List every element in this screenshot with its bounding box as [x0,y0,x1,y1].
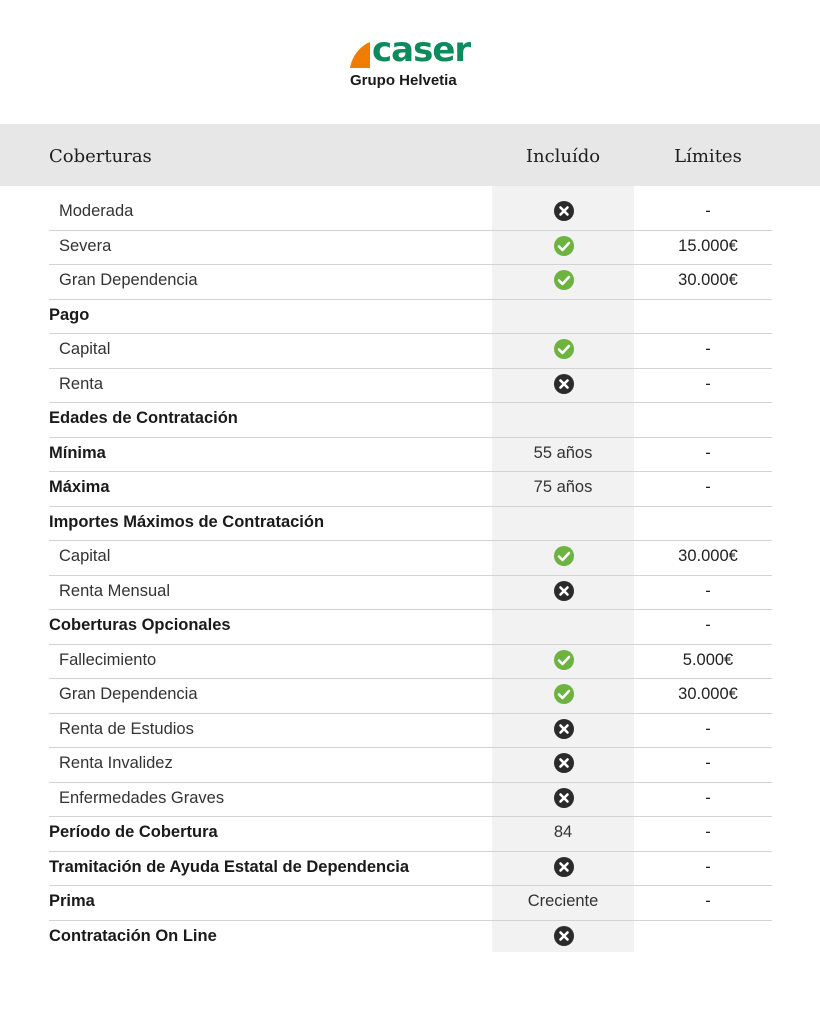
table-row [0,507,820,542]
check-circle-icon [553,235,575,257]
table-row [0,231,820,266]
table-row [0,576,820,611]
table-row [0,472,820,507]
table-row [0,817,820,852]
section-label: Edades de Contratación [49,409,238,427]
included-value: 55 años [533,443,593,462]
section-label: Prima [49,892,95,910]
limit-value: - [705,788,711,807]
limit-value: - [705,754,711,772]
cross-circle-icon [553,925,575,947]
coverage-label: Renta Mensual [59,581,170,600]
limit-value: 30.000€ [678,685,738,703]
header-included: Incluído [525,146,601,167]
cross-circle-icon [553,718,575,740]
coverage-label: Capital [59,340,111,358]
section-label: Pago [49,305,90,324]
section-label: Contratación On Line [49,926,217,945]
included-value: 84 [553,823,573,841]
caser-logo [348,30,478,96]
cross-circle-icon [553,856,575,878]
limit-value: - [705,823,711,841]
section-label: Mínima [49,443,106,462]
limit-value: - [705,857,711,876]
table-row [0,265,820,300]
cross-circle-icon [553,200,575,222]
limit-value: 5.000€ [682,650,734,669]
coverage-label: Gran Dependencia [59,271,198,289]
table-row [0,541,820,576]
limit-value: 30.000€ [678,547,738,565]
logo-brand: caser [372,30,471,70]
cross-circle-icon [553,580,575,602]
limit-value: - [705,719,711,738]
header-limits: Límites [674,146,742,167]
limit-value: - [705,892,711,910]
table-header [0,124,820,186]
coverage-label: Severa [59,236,112,255]
coverage-label: Capital [59,547,111,565]
check-circle-icon [553,545,575,567]
table-row [0,300,820,335]
coverage-label: Renta [59,374,104,393]
table-row [0,679,820,714]
section-label: Tramitación de Ayuda Estatal de Dependencia [49,857,410,876]
check-circle-icon [553,683,575,705]
table-row [0,369,820,404]
table-row [0,748,820,783]
limit-value: 30.000€ [678,271,738,289]
cross-circle-icon [553,752,575,774]
table-row [0,852,820,887]
table-row [0,196,820,231]
header-coverage: Coberturas [49,146,152,167]
coverage-table [0,196,820,955]
check-circle-icon [553,338,575,360]
table-row [0,334,820,369]
cross-circle-icon [553,373,575,395]
limit-value: - [705,616,711,634]
section-label: Importes Máximos de Contratación [49,512,325,531]
coverage-label: Moderada [59,202,134,220]
limit-value: - [705,581,711,600]
table-row [0,438,820,473]
included-value: 75 años [533,478,593,496]
table-row [0,403,820,438]
coverage-label: Fallecimiento [59,650,157,669]
limit-value: - [705,202,711,220]
check-circle-icon [553,649,575,671]
limit-value: - [705,443,711,462]
section-label: Coberturas Opcionales [49,616,231,634]
logo-group-name: Grupo Helvetia [350,72,457,89]
coverage-label: Enfermedades Graves [59,788,225,807]
coverage-label: Gran Dependencia [59,685,198,703]
coverage-label: Renta de Estudios [59,719,194,738]
table-row [0,645,820,680]
included-value: Creciente [527,892,599,910]
table-row [0,886,820,921]
cross-circle-icon [553,787,575,809]
table-row [0,714,820,749]
section-label: Máxima [49,478,110,496]
section-label: Período de Cobertura [49,823,218,841]
sail-logo-icon [348,40,372,70]
table-row [0,610,820,645]
limit-value: - [705,340,711,358]
limit-value: - [705,374,711,393]
coverage-label: Renta Invalidez [59,754,173,772]
check-circle-icon [553,269,575,291]
table-row [0,921,820,956]
limit-value: 15.000€ [678,236,738,255]
limit-value: - [705,478,711,496]
table-row [0,783,820,818]
